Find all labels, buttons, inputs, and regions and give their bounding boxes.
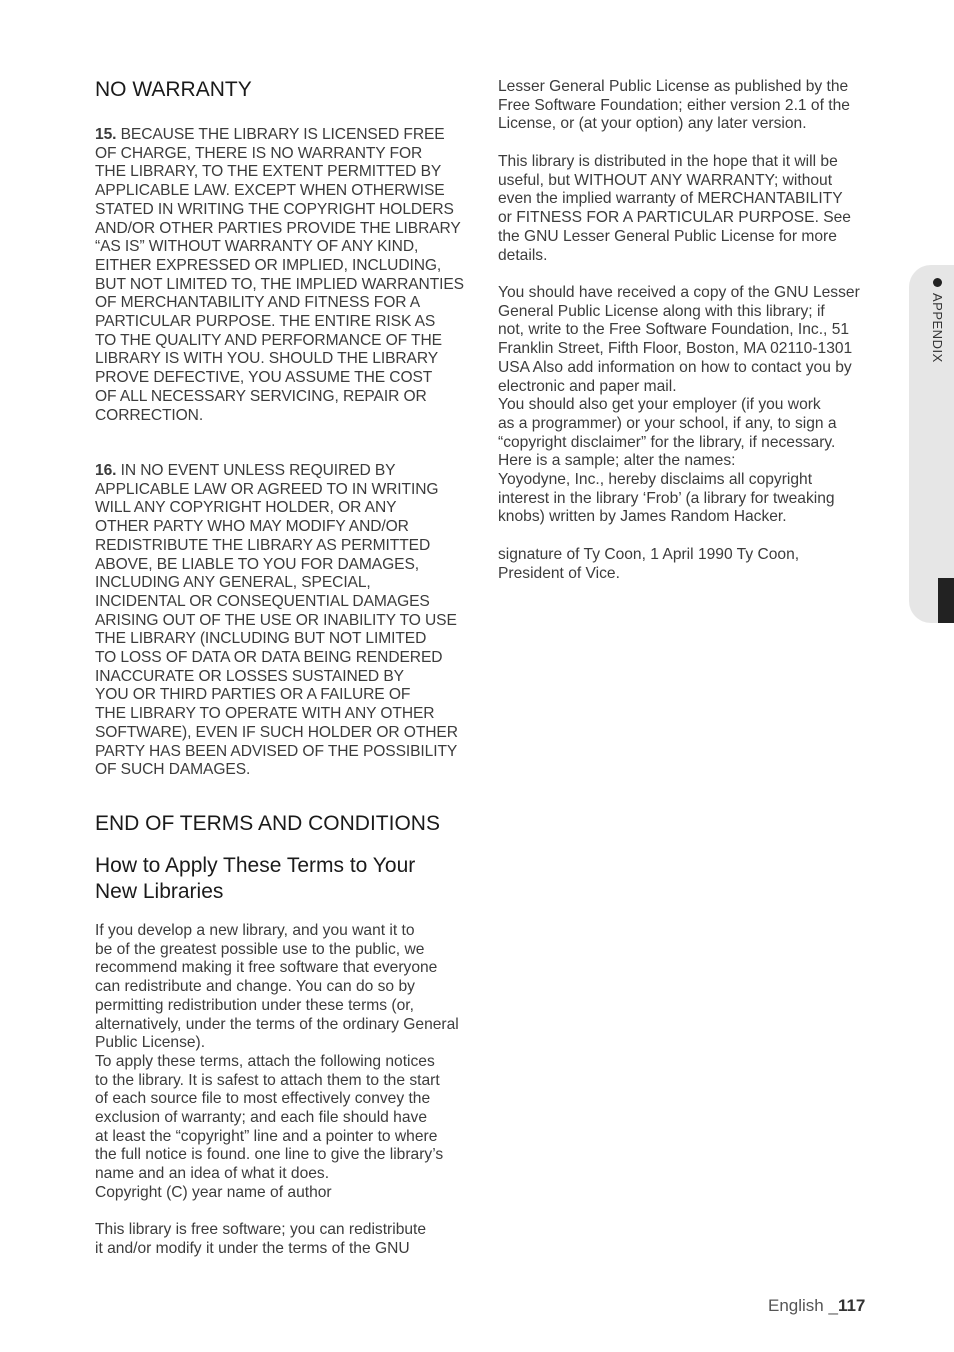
clause-16-number: 16.	[95, 462, 117, 479]
signature-paragraph: signature of Ty Coon, 1 April 1990 Ty Coon, President of Vice.	[498, 546, 800, 582]
page-footer	[768, 1296, 865, 1316]
heading-end-of-terms: END OF TERMS AND CONDITIONS	[95, 812, 440, 835]
heading-how-to-apply: How to Apply These Terms to Your New Libraries	[95, 854, 416, 903]
side-tab-marker	[938, 578, 954, 623]
appendix-label-text: APPENDIX	[930, 293, 945, 363]
page-number: 117	[837, 1296, 866, 1315]
clause-15	[95, 126, 477, 425]
license-version-paragraph: Lesser General Public License as published by the Free Software Foundation; either version 2.1 of the License, or (at your option) any later version.	[498, 78, 850, 133]
clause-15-number: 15.	[95, 126, 117, 143]
free-software-paragraph: This library is free software; you can redistribute it and/or modify it under the terms of the GNU	[95, 1221, 427, 1257]
clause-16	[95, 462, 477, 780]
clause-16-text: IN NO EVENT UNLESS REQUIRED BY APPLICABLE LAW OR AGREED TO IN WRITING WILL ANY COPYRIGHT HOLDER, OR ANY OTHER PARTY WHO MAY MODIFY AND/OR REDISTRIBUTE THE LIBRARY AS PERMITTED ABOVE, BE LIABLE TO YOU FOR DAMAGES, INCLUDING ANY GENERAL, SPECIAL, INCIDENTAL OR CONSEQUENTIAL DAMAGES ARISING OUT OF THE USE OR INABILITY TO USE THE LIBRARY (INCLUDING BUT NOT LIMITED TO LOSS OF DATA OR DATA BEING RENDERED INACCURATE OR LOSSES SUSTAINED BY YOU OR THIRD PARTIES OR A FAILURE OF THE LIBRARY TO OPERATE WITH ANY OTHER SOFTWARE), EVEN IF SUCH HOLDER OR OTHER PARTY HAS BEEN ADVISED OF THE POSSIBILITY OF SUCH DAMAGES.	[95, 462, 458, 779]
apply-paragraph: If you develop a new library, and you want it to be of the greatest possible use to the public, we recommend making it free software that everyone can redistribute and change. You can do so by permitting redistribution under these terms (or, alternatively, under the terms of the ordinary General Public License). To apply these terms, attach the following notices to the library. It is safest to attach them to the start of each source file to most effectively convey the exclusion of warranty; and each file should have at least the “copyright” line and a pointer to where the full notice is found. one line to give the library’s name and an idea of what it does. Copyright (C) year name of author	[95, 922, 459, 1201]
bullet-icon	[933, 278, 942, 287]
warranty-disclaimer-paragraph: This library is distributed in the hope that it will be useful, but WITHOUT ANY WARRANTY; without even the implied warranty of MERCHANTABILITY or FITNESS FOR A PARTICULAR PURPOSE. See the GNU Lesser General Public License for more details.	[498, 153, 851, 264]
license-copy-paragraph: You should have received a copy of the GNU Lesser General Public License along with this library; if not, write to the Free Software Foundation, Inc., 51 Franklin Street, Fifth Floor, Boston, MA 02110-1301 USA Also add information on how to contact you by electronic and paper mail. You should also get your employer (if you work as a programmer) or your school, if any, to sign a “copyright disclaimer” for the library, if necessary. Here is a sample; alter the names: Yoyodyne, Inc., hereby disclaims all copyright interest in the library ‘Frob’ (a library for tweaking knobs) written by James Random Hacker.	[498, 284, 860, 526]
clause-15-text: BECAUSE THE LIBRARY IS LICENSED FREE OF CHARGE, THERE IS NO WARRANTY FOR THE LIBRARY, TO THE EXTENT PERMITTED BY APPLICABLE LAW. EXCEPT WHEN OTHERWISE STATED IN WRITING THE COPYRIGHT HOLDERS AND/OR OTHER PARTIES PROVIDE THE LIBRARY “AS IS” WITHOUT WARRANTY OF ANY KIND, EITHER EXPRESSED OR IMPLIED, INCLUDING, BUT NOT LIMITED TO, THE IMPLIED WARRANTIES OF MERCHANTABILITY AND FITNESS FOR A PARTICULAR PURPOSE. THE ENTIRE RISK AS TO THE QUALITY AND PERFORMANCE OF THE LIBRARY IS WITH YOU. SHOULD THE LIBRARY PROVE DEFECTIVE, YOU ASSUME THE COST OF ALL NECESSARY SERVICING, REPAIR OR CORRECTION.	[95, 126, 464, 424]
appendix-tab-label	[930, 278, 945, 363]
footer-language: English _	[768, 1296, 838, 1315]
heading-no-warranty: NO WARRANTY	[95, 78, 252, 101]
